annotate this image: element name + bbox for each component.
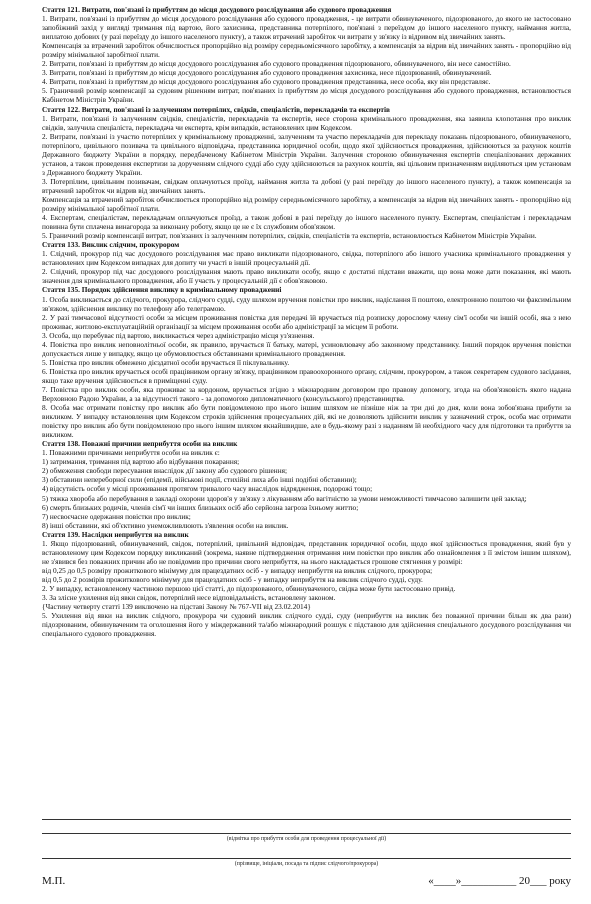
article-paragraph: {Частину четверту статті 139 виключено на підставі Закону № 767-VII від 23.02.2014}	[42, 602, 311, 612]
article-paragraph: 2. Слідчий, прокурор під час досудового розслідування мають право викликати особу, якщо є достатні підстави вважати, що вона може дати показання, які мають значення для кримінального провадження, або її участь у процесуальній дії є обов'язковою.	[42, 267, 571, 286]
article-paragraph: 5. Ухилення від явки на виклик слідчого, прокурора чи судовий виклик слідчого судді, суду (неприбуття на виклик без поважної причини більш як два рази) підозрюваним, обвинуваченим та оголошення його у міждержавний та/або міжнародний розшук є підставою для здійснення спеціального досудового розслідування чи спеціального судового провадження.	[42, 611, 571, 639]
article-heading: Стаття 138. Поважні причини неприбуття особи на виклик	[42, 439, 238, 449]
article-paragraph: Компенсація за втрачений заробіток обчислюється пропорційно від розміру середньомісячного заробітку, а компенсація за відрив від звичайних занять - пропорційно від розміру мінімальної заробітної плати.	[42, 194, 571, 214]
article-paragraph: 3) обставини непереборної сили (епідемії, військові події, стихійні лиха або інші подібні обставини);	[42, 475, 357, 485]
article-paragraph: 2) обмеження свободи пересування внаслідок дії закону або судового рішення;	[42, 466, 287, 476]
article-paragraph: 5. Граничний розмір компенсації за судовим рішенням витрат, пов'язаних із прибуттям до місця досудового розслідування або судового провадження, встановлюється Кабінетом Міністрів України.	[42, 86, 571, 105]
article-paragraph: 2. Витрати, пов'язані із прибуттям до місця досудового розслідування або судового провадження підозрюваного, обвинуваченого, він несе самостійно.	[42, 59, 511, 69]
article-paragraph: Компенсація за втрачений заробіток обчислюється пропорційно від розміру середньомісячного заробітку, а компенсація за відрив від звичайних занять - пропорційно від розміру мінімальної заробітної плати.	[42, 41, 571, 60]
article-heading: Стаття 121. Витрати, пов'язані із прибуттям до місця досудового розслідування або судового провадження	[42, 5, 392, 14]
article-paragraph: 5) тяжка хвороба або перебування в закладі охорони здоров'я у зв'язку з лікуванням або вагітністю за умови неможливості тимчасово залишити цей заклад;	[42, 493, 527, 503]
signature-line	[42, 819, 571, 820]
article-heading: Стаття 135. Порядок здійснення виклику в кримінальному провадженні	[42, 285, 282, 295]
article-heading: Стаття 139. Наслідки неприбуття на виклик	[42, 529, 189, 539]
article-paragraph: 7) несвоєчасне одержання повістки про виклик;	[42, 511, 191, 521]
article-heading: Стаття 133. Виклик слідчим, прокурором	[42, 240, 180, 250]
article-paragraph: від 0,5 до 2 розмірів прожиткового мінімуму для працездатних осіб - у випадку неприбуття на виклик слідчого судді, суду.	[42, 574, 423, 584]
article-paragraph: 4. Витрати, пов'язані із прибуттям до місця досудового розслідування або судового провадження представника, несе особа, яку він представляє.	[42, 77, 491, 87]
article-paragraph: 8) інші обставини, які об'єктивно унеможливлюють з'явлення особи на виклик.	[42, 520, 289, 530]
article-heading: Стаття 122. Витрати, пов'язані із залученням потерпілих, свідків, спеціалістів, перекладачів та експертів	[42, 104, 390, 114]
signature-line	[42, 858, 571, 859]
signature-block-arrival	[42, 819, 571, 843]
article-paragraph: 3. Особа, що перебуває під вартою, викликається через адміністрацію місця уз'язнення.	[42, 330, 315, 340]
article-paragraph: 6) смерть близьких родичів, членів сім'ї чи інших близьких осіб або серйозна загроза їхньому життю;	[42, 502, 359, 512]
article-paragraph: 1. Поважними причинами неприбуття особи на виклик є:	[42, 448, 220, 458]
article-paragraph: 3. За злісне ухилення від явки свідок, потерпілий несе відповідальність, встановлену законом.	[42, 593, 336, 603]
stamp-placeholder: М.П.	[42, 875, 66, 887]
signature-caption: (відмітка про прибуття особи для проведення процесуальної дії)	[226, 836, 387, 842]
article-paragraph: 1. Особа викликається до слідчого, прокурора, слідчого судді, суду шляхом вручення повістки про виклик, надіслання її поштою, електронною поштою чи факсимільним зв'язком, здійснення виклику по телефону або телеграмою.	[42, 294, 571, 313]
article-paragraph: 3. Витрати, пов'язані із прибуттям до місця досудового розслідування або судового провадження захисника, несе підозрюваний, обвинувачений.	[42, 68, 492, 78]
article-paragraph: 4. Експертам, спеціалістам, перекладачам оплачуються проїзд, а також добові в разі переїзду до іншого населеного пункту. Експертам, спеціалістам і перекладачам повинна бути сплачена винагорода за виконану роботу, якщо це не є їх службовим обов'язком.	[42, 213, 571, 232]
article-paragraph: 8. Особа має отримати повістку про виклик або бути повідомленою про нього іншим шляхом не пізніше ніж за три дні до дня, коли вона зобов'язана прибути за викликом. У випадку встановлення цим Кодексом строків здійснення процесуальних дій, які не дозволяють здійснити виклик у зазначений строк, особа має отримати повістку про виклик або бути повідомленою про нього іншим шляхом якнайшвидше, але в будь-якому разі з наданням їй необхідного часу для підготовки та прибуття за викликом.	[42, 403, 571, 440]
article-paragraph: 5. Граничний розмір компенсації витрат, пов'язаних із залученням потерпілих, свідків, спеціалістів та експертів, встановлюється Кабінетом Міністрів України.	[42, 231, 537, 241]
article-paragraph: 4) відсутність особи у місці проживання протягом тривалого часу внаслідок відрядження, подорожі тощо;	[42, 484, 373, 494]
article-paragraph: 4. Повістка про виклик неповнолітньої особи, як правило, вручається її батьку, матері, усиновлювачу або законному представнику. Інший порядок вручення повістки допускається лише у випадку, якщо це обумовлюється обставинами кримінального провадження.	[42, 339, 571, 358]
article-paragraph: від 0,25 до 0,5 розміру прожиткового мінімуму для працездатних осіб - у випадку неприбуття на виклик слідчого, прокурора;	[42, 565, 433, 575]
article-paragraph: 3. Потерпілим, цивільним позивачам, свідкам оплачуються проїзд, наймання житла та добові (у разі переїзду до іншого населеного пункту), а також компенсація за втрачений заробіток чи відрив від звичайних занять.	[42, 176, 571, 195]
article-paragraph: 2. У разі тимчасової відсутності особи за місцем проживання повістка для передачі їй вручається під розписку дорослому члену сім'ї особи чи іншій особі, яка з нею проживає, житлово-експлуатаційній організації за місцем проживання особи або адміністрації за місцем її роботи.	[42, 312, 571, 331]
article-paragraph: 6. Повістка про виклик вручається особі працівником органу зв'язку, працівником правоохоронного органу, слідчим, прокурором, а також секретарем судового засідання, якщо таке вручення здійснюється в приміщенні суду.	[42, 366, 571, 385]
article-paragraph: 7. Повістка про виклик особи, яка проживає за кордоном, вручається згідно з міжнародним договором про правову допомогу, згода на обов'язковість якого надана Верховною Радою України, а за відсутності такого - за допомогою дипломатичного (консульського) представництва.	[42, 384, 571, 404]
article-paragraph: 1) затримання, тримання під вартою або відбування покарання;	[42, 457, 240, 467]
date-field: «____»__________ 20___ року	[428, 875, 571, 887]
document-footer	[42, 877, 571, 893]
signature-caption: (прізвище, ініціали, посада та підпис слідчого/прокурора)	[234, 861, 379, 867]
article-paragraph: 2. Витрати, пов'язані із участю потерпілих у кримінальному провадженні, залученням та участю перекладачів для перекладу показань підозрюваного, обвинуваченого, потерпілого, цивільного позивача та цивільного відповідача, представника юридичної особи, щодо якої здійснюється провадження, здійснюються за рахунок коштів Державного бюджету України в порядку, передбаченому Кабінетом Міністрів України. Залучення стороною обвинувачення експертів спеціалізованих державних установ, а також проведення експертизи за дорученням слідчого судді або суду здійснюються за рахунок коштів, які цільовим призначенням виділяються цим установам з Державного бюджету України.	[42, 131, 571, 177]
article-paragraph: 5. Повістка про виклик обмежено дієздатної особи вручається її піклувальнику.	[42, 357, 290, 367]
article-paragraph: 2. У випадку, встановленому частиною першою цієї статті, до підозрюваного, обвинуваченого, свідка може бути застосовано привід.	[42, 584, 456, 593]
signature-line	[42, 833, 571, 834]
article-paragraph: 1. Витрати, пов'язані із прибуттям до місця досудового розслідування або судового провадження, - це витрати обвинуваченого, підозрюваного, до якого не застосовано запобіжний захід у вигляді тримання під вартою, його захисника, представника потерпілого, пов'язані з переїздом до іншого населеного пункту, наймання житла, виплатою добових (у разі переїзду до іншого населеного пункту), а також втрачений заробіток чи витрати у зв'язку із відривом від звичайних занять.	[42, 14, 571, 42]
signature-block-investigator	[42, 858, 571, 868]
document-body	[42, 5, 571, 638]
article-paragraph: 1. Витрати, пов'язані із залученням свідків, спеціалістів, перекладачів та експертів, несе сторона кримінального провадження, яка заявила клопотання про виклик свідків, залучила спеціаліста, перекладача чи експерта, крім випадків, встановлених цим Кодексом.	[42, 113, 571, 132]
article-paragraph: 1. Якщо підозрюваний, обвинувачений, свідок, потерпілий, цивільний відповідач, представник юридичної особи, щодо якої здійснюється провадження, який був у встановленому цим Кодексом порядку викликаний (зокрема, наявне підтвердження отримання ним повістки про виклик або ознайомлення з її змістом іншим шляхом), не з'явився без поважних причин або не повідомив про причини свого неприбуття, на нього накладається грошове стягнення у розмірі:	[42, 538, 571, 566]
article-paragraph: 1. Слідчий, прокурор під час досудового розслідування має право викликати підозрюваного, свідка, потерпілого або іншого учасника кримінального провадження у встановлених цим Кодексом випадках для допиту чи участі в іншій процесуальній дії.	[42, 249, 571, 268]
